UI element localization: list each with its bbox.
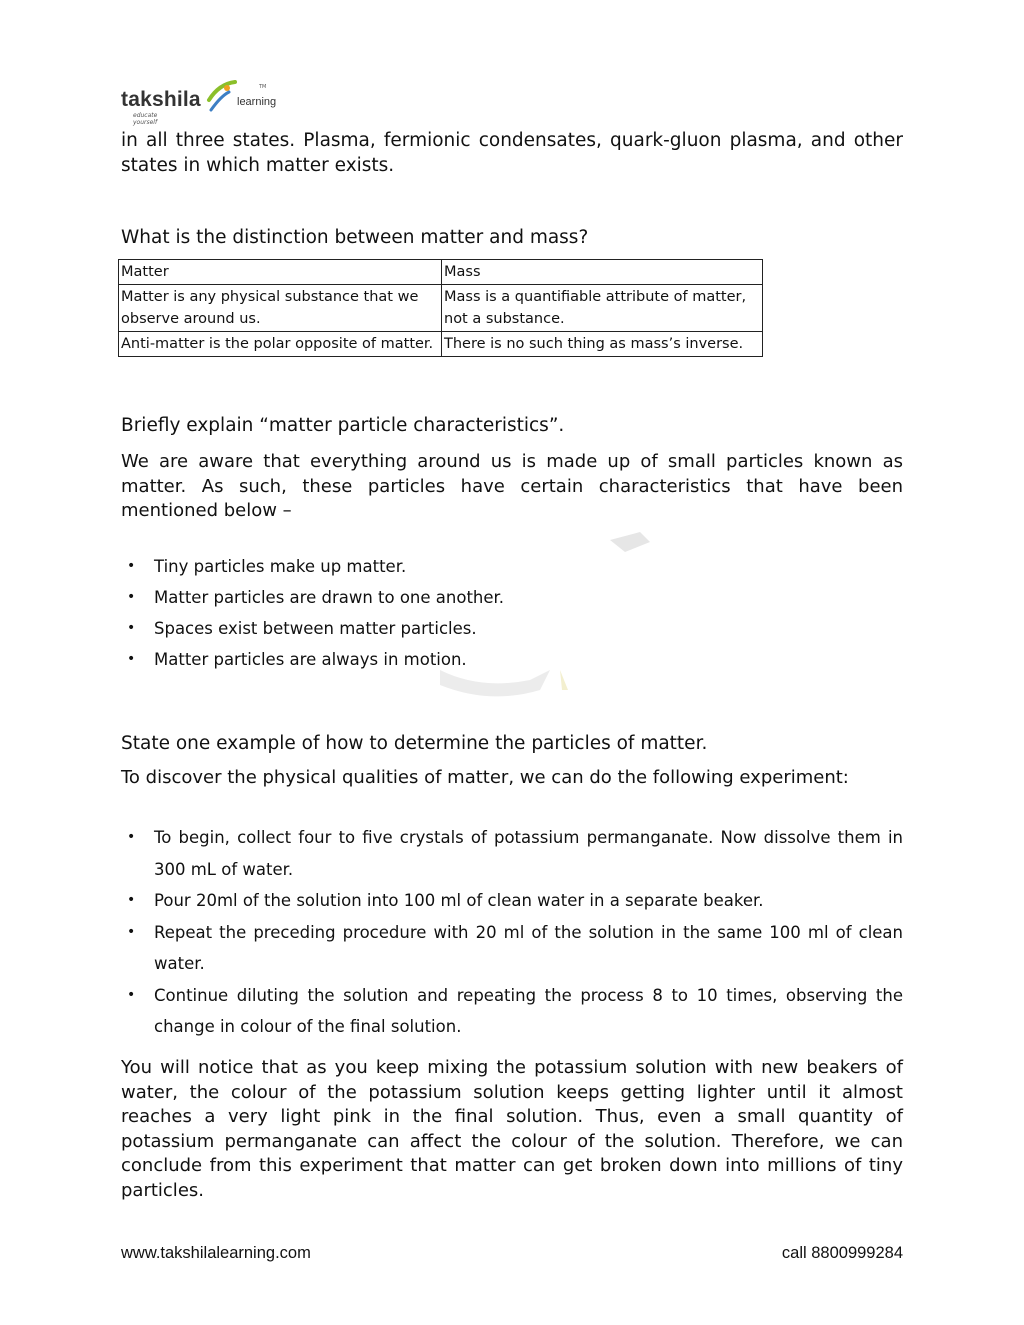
list-item: • Repeat the preceding procedure with 20 ml of the solution in the same 100 ml of clean water. (121, 917, 903, 980)
table-cell: Matter is any physical substance that we observe around us. (119, 285, 442, 332)
logo-tm: TM (259, 84, 267, 90)
list-item: • Spaces exist between matter particles. (121, 617, 903, 640)
table-header-row (119, 260, 763, 285)
logo-suffix-text: learning (237, 96, 277, 108)
matter-mass-table (118, 259, 763, 357)
table-row (119, 332, 763, 357)
table-cell: Mass is a quantifiable attribute of matter, not a substance. (442, 285, 763, 332)
intro-paragraph: in all three states. Plasma, fermionic condensates, quark-gluon plasma, and other states in which matter exists. (121, 130, 903, 176)
list-item: • To begin, collect four to five crystals of potassium permanganate. Now dissolve them in 300 mL of water. (121, 822, 903, 885)
section-heading-matter-vs-mass: What is the distinction between matter and mass? (121, 227, 589, 248)
table-row (119, 285, 763, 332)
conclusion-paragraph: You will notice that as you keep mixing the potassium solution with new beakers of water, the colour of the potassium solution keeps getting lighter until it almost reaches a very light pink in the final solution. Thus, even a small quantity of potassium permanganate can affect the colour of the solution. Therefore, we can conclude from this experiment that matter can get broken down into millions of tiny particles. (121, 1057, 903, 1201)
experiment-steps-list (121, 822, 903, 1043)
list-item: • Tiny particles make up matter. (121, 555, 903, 578)
watermark-graphic (430, 520, 680, 820)
table-cell: There is no such thing as mass’s inverse. (442, 332, 763, 357)
list-item: • Pour 20ml of the solution into 100 ml of clean water in a separate beaker. (121, 885, 903, 917)
experiment-intro-paragraph: To discover the physical qualities of matter, we can do the following experiment: (121, 767, 849, 788)
list-item: • Matter particles are drawn to one another. (121, 586, 903, 609)
table-cell: Anti-matter is the polar opposite of matter. (119, 332, 442, 357)
table-header-cell: Mass (442, 260, 763, 285)
table-header-cell: Matter (119, 260, 442, 285)
list-item: • Continue diluting the solution and repeating the process 8 to 10 times, observing the change in colour of the final solution. (121, 980, 903, 1043)
footer-phone: call 8800999284 (781, 1244, 903, 1262)
section-heading-example: State one example of how to determine the particles of matter. (121, 733, 708, 754)
section-heading-particle-characteristics: Briefly explain “matter particle characteristics”. (121, 415, 565, 436)
characteristics-paragraph: We are aware that everything around us is made up of small particles known as matter. As such, these particles have certain characteristics that have been mentioned below – (121, 451, 903, 521)
footer-website[interactable]: www.takshilalearning.com (121, 1244, 311, 1262)
logo-brand-text: takshila (121, 88, 201, 111)
logo-tagline: educate yourself (133, 112, 158, 126)
list-item: • Matter particles are always in motion. (121, 648, 903, 671)
logo-swoosh-icon (205, 80, 241, 114)
